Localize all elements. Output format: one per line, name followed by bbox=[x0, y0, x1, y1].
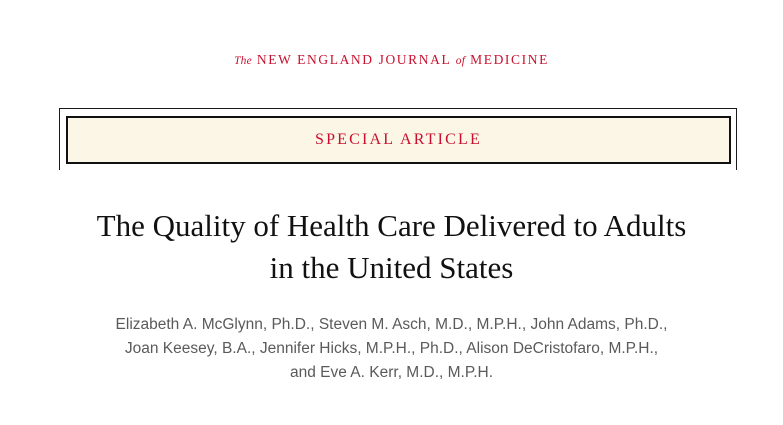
masthead-prefix: The bbox=[234, 55, 252, 67]
masthead-name-part1: NEW ENGLAND JOURNAL bbox=[256, 52, 451, 67]
masthead-connector: of bbox=[455, 55, 466, 67]
article-type-label: SPECIAL ARTICLE bbox=[314, 131, 482, 148]
masthead-name-part2: MEDICINE bbox=[470, 52, 549, 67]
article-type-banner bbox=[66, 116, 731, 164]
author-line: and Eve A. Kerr, M.D., M.P.H. bbox=[289, 364, 493, 381]
title-line: in the United States bbox=[269, 250, 514, 285]
author-line: Elizabeth A. McGlynn, Ph.D., Steven M. Asch, M.D., M.P.H., John Adams, Ph.D., bbox=[115, 316, 668, 333]
author-list bbox=[0, 313, 783, 385]
author-line: Joan Keesey, B.A., Jennifer Hicks, M.P.H., Ph.D., Alison DeCristofaro, M.P.H., bbox=[124, 340, 659, 357]
journal-masthead bbox=[0, 52, 783, 68]
article-title bbox=[0, 205, 783, 289]
title-line: The Quality of Health Care Delivered to Adults bbox=[96, 208, 687, 243]
